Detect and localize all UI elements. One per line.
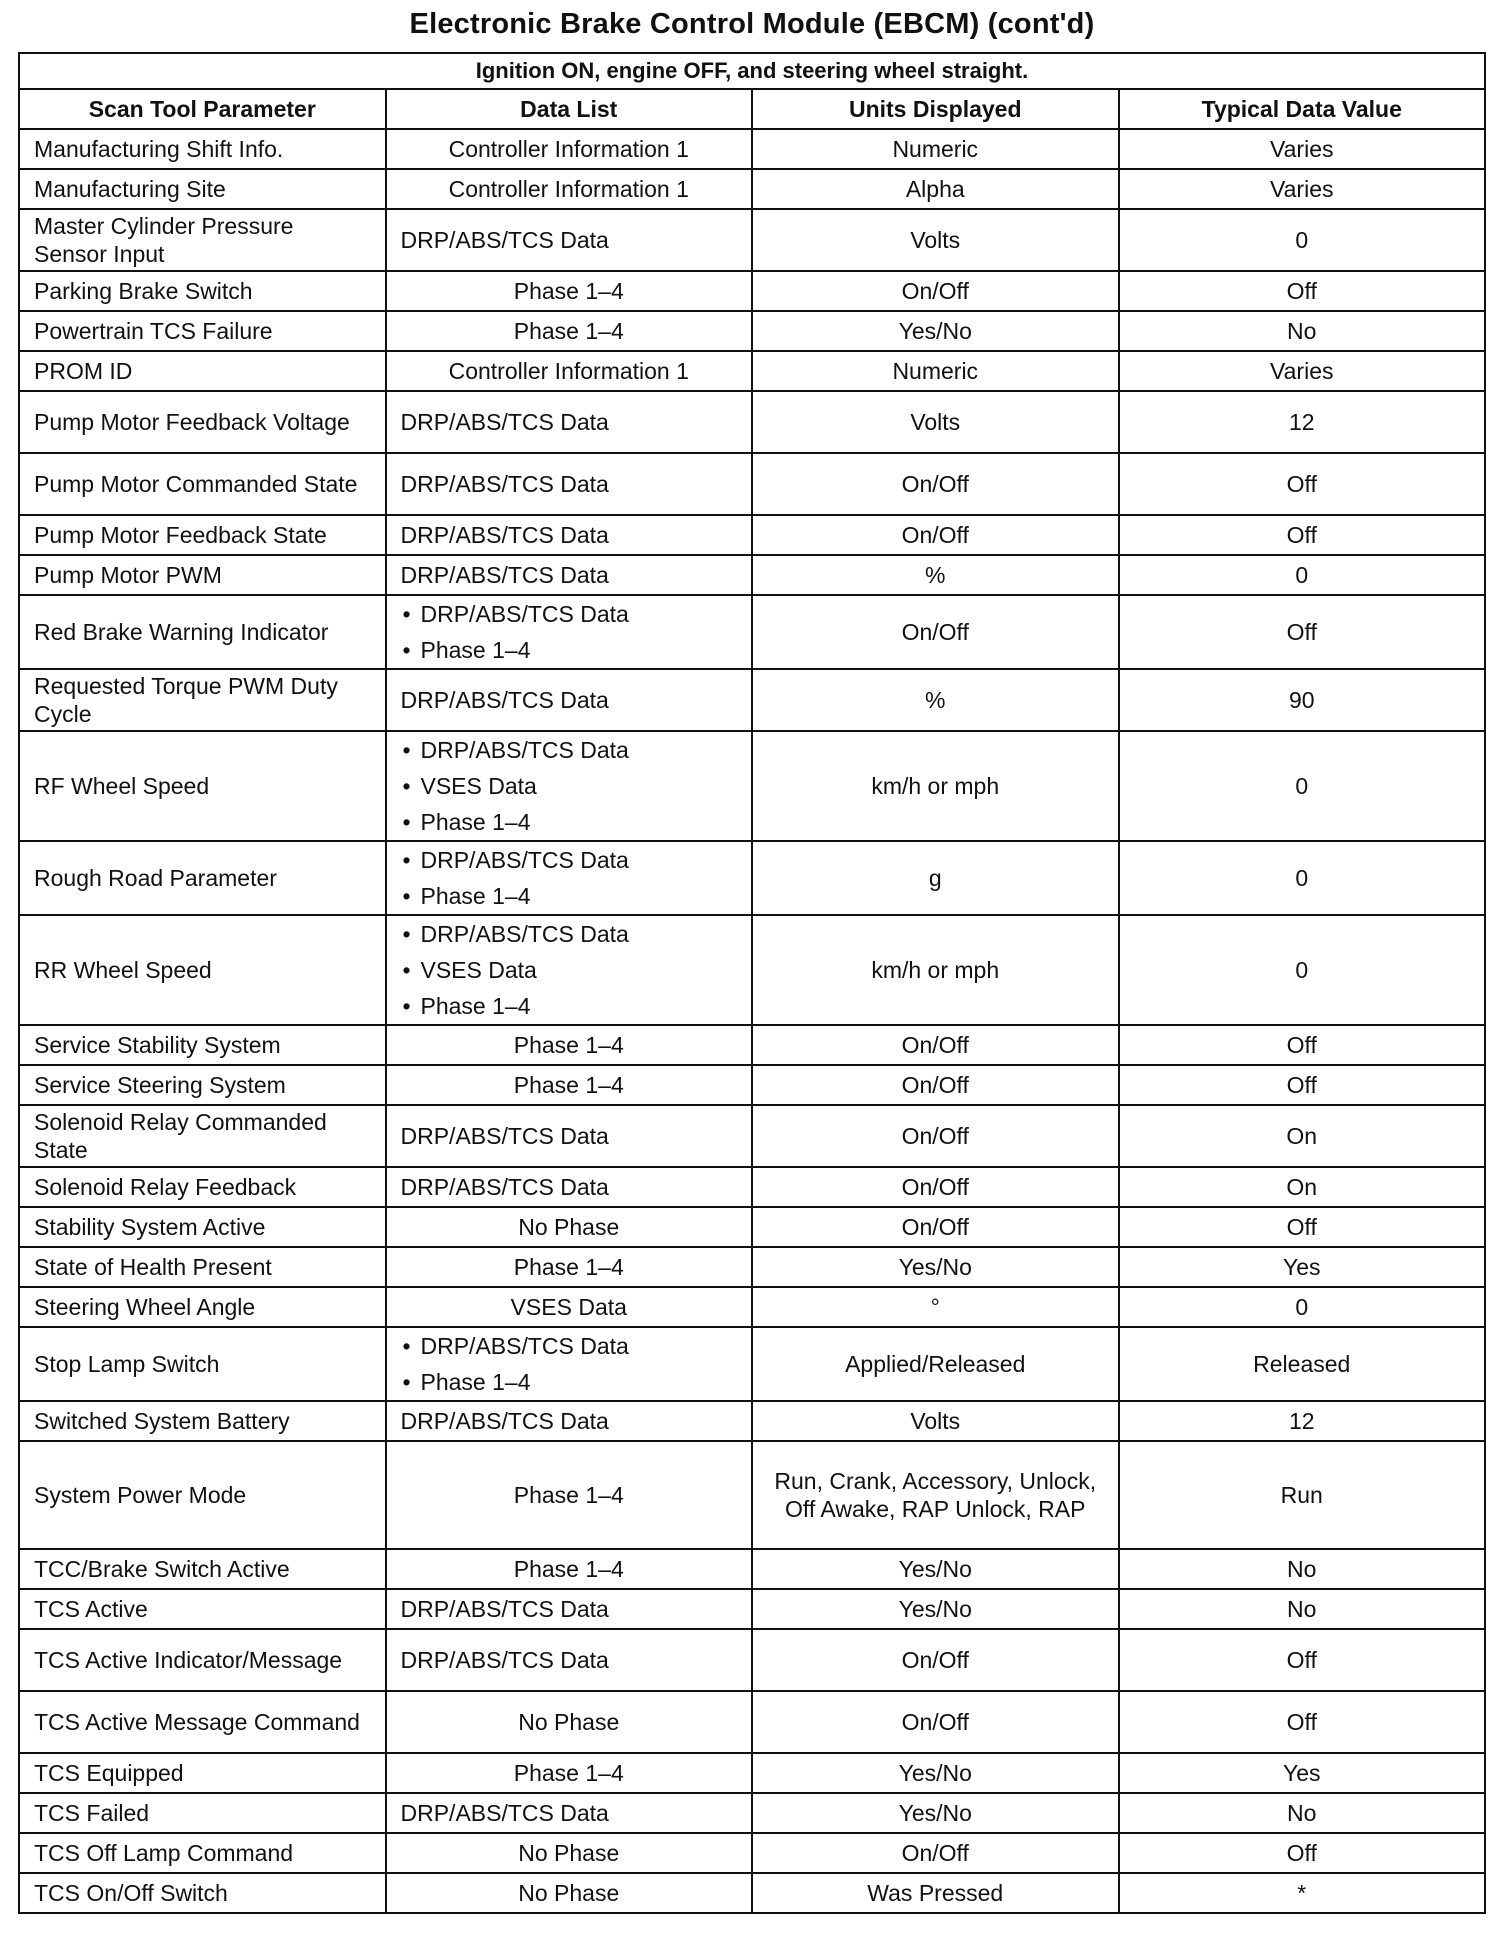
cell-units-displayed: On/Off (752, 1629, 1119, 1691)
data-list-item: • VSES Data (421, 768, 738, 804)
cell-data-list: Controller Information 1 (386, 169, 753, 209)
cell-data-list (386, 915, 753, 1025)
cell-typical-data-value: Off (1119, 1065, 1486, 1105)
table-row (19, 1327, 1485, 1401)
cell-scan-tool-parameter: TCC/Brake Switch Active (19, 1549, 386, 1589)
cell-units-displayed: Yes/No (752, 1549, 1119, 1589)
table-row (19, 1691, 1485, 1753)
cell-typical-data-value: Varies (1119, 169, 1486, 209)
table-row (19, 555, 1485, 595)
table-row (19, 1247, 1485, 1287)
cell-data-list: Phase 1–4 (386, 311, 753, 351)
cell-data-list: DRP/ABS/TCS Data (386, 1401, 753, 1441)
header-data-list: Data List (386, 89, 753, 129)
cell-units-displayed: km/h or mph (752, 915, 1119, 1025)
table-row (19, 1025, 1485, 1065)
cell-scan-tool-parameter: Steering Wheel Angle (19, 1287, 386, 1327)
cell-units-displayed: Run, Crank, Accessory, Unlock, Off Awake, RAP Unlock, RAP (752, 1441, 1119, 1549)
cell-typical-data-value: Off (1119, 1629, 1486, 1691)
table-row (19, 209, 1485, 271)
cell-typical-data-value: Yes (1119, 1753, 1486, 1793)
cell-units-displayed: Volts (752, 209, 1119, 271)
table-row (19, 1629, 1485, 1691)
cell-data-list: DRP/ABS/TCS Data (386, 555, 753, 595)
cell-scan-tool-parameter: TCS On/Off Switch (19, 1873, 386, 1913)
cell-typical-data-value: Yes (1119, 1247, 1486, 1287)
cell-units-displayed: On/Off (752, 1207, 1119, 1247)
cell-data-list: Phase 1–4 (386, 1247, 753, 1287)
header-scan-tool-parameter: Scan Tool Parameter (19, 89, 386, 129)
cell-scan-tool-parameter: Stability System Active (19, 1207, 386, 1247)
cell-units-displayed: On/Off (752, 271, 1119, 311)
cell-scan-tool-parameter: Pump Motor PWM (19, 555, 386, 595)
cell-scan-tool-parameter: Red Brake Warning Indicator (19, 595, 386, 669)
cell-units-displayed: Numeric (752, 129, 1119, 169)
cell-typical-data-value: Off (1119, 1207, 1486, 1247)
table-row (19, 1167, 1485, 1207)
cell-typical-data-value: 90 (1119, 669, 1486, 731)
cell-data-list: DRP/ABS/TCS Data (386, 669, 753, 731)
cell-data-list (386, 731, 753, 841)
data-list-item: • DRP/ABS/TCS Data (421, 916, 738, 952)
cell-scan-tool-parameter: TCS Active Indicator/Message (19, 1629, 386, 1691)
condition-row (19, 53, 1485, 89)
cell-data-list: No Phase (386, 1873, 753, 1913)
cell-data-list: DRP/ABS/TCS Data (386, 1105, 753, 1167)
data-list-item: • Phase 1–4 (421, 988, 738, 1024)
cell-scan-tool-parameter: Service Stability System (19, 1025, 386, 1065)
cell-units-displayed: Yes/No (752, 311, 1119, 351)
cell-typical-data-value: 0 (1119, 555, 1486, 595)
data-list-item: • DRP/ABS/TCS Data (421, 596, 738, 632)
cell-scan-tool-parameter: Pump Motor Feedback Voltage (19, 391, 386, 453)
cell-typical-data-value: * (1119, 1873, 1486, 1913)
cell-data-list (386, 595, 753, 669)
cell-typical-data-value: No (1119, 311, 1486, 351)
cell-data-list: DRP/ABS/TCS Data (386, 1629, 753, 1691)
cell-units-displayed: km/h or mph (752, 731, 1119, 841)
table-row (19, 1065, 1485, 1105)
table-row (19, 129, 1485, 169)
cell-typical-data-value: 0 (1119, 841, 1486, 915)
cell-data-list: DRP/ABS/TCS Data (386, 1589, 753, 1629)
cell-data-list: DRP/ABS/TCS Data (386, 515, 753, 555)
table-row (19, 915, 1485, 1025)
cell-data-list: No Phase (386, 1691, 753, 1753)
table-row (19, 271, 1485, 311)
cell-data-list (386, 1327, 753, 1401)
table-row (19, 311, 1485, 351)
cell-units-displayed: On/Off (752, 1065, 1119, 1105)
cell-data-list: Phase 1–4 (386, 1025, 753, 1065)
cell-typical-data-value: On (1119, 1167, 1486, 1207)
cell-typical-data-value: On (1119, 1105, 1486, 1167)
cell-typical-data-value: No (1119, 1589, 1486, 1629)
data-list-item: • Phase 1–4 (421, 804, 738, 840)
cell-scan-tool-parameter: Solenoid Relay Commanded State (19, 1105, 386, 1167)
table-row (19, 841, 1485, 915)
cell-scan-tool-parameter: Service Steering System (19, 1065, 386, 1105)
cell-units-displayed: On/Off (752, 515, 1119, 555)
header-typical-data-value: Typical Data Value (1119, 89, 1486, 129)
table-row (19, 515, 1485, 555)
cell-scan-tool-parameter: Parking Brake Switch (19, 271, 386, 311)
data-list-item: • Phase 1–4 (421, 632, 738, 668)
cell-units-displayed: % (752, 669, 1119, 731)
cell-scan-tool-parameter: PROM ID (19, 351, 386, 391)
cell-typical-data-value: Off (1119, 1833, 1486, 1873)
condition-header: Ignition ON, engine OFF, and steering wheel straight. (19, 53, 1485, 89)
cell-scan-tool-parameter: Stop Lamp Switch (19, 1327, 386, 1401)
cell-data-list: Phase 1–4 (386, 1549, 753, 1589)
cell-scan-tool-parameter: Master Cylinder Pressure Sensor Input (19, 209, 386, 271)
cell-units-displayed: Applied/Released (752, 1327, 1119, 1401)
table-row (19, 1287, 1485, 1327)
cell-units-displayed: On/Off (752, 595, 1119, 669)
cell-data-list: DRP/ABS/TCS Data (386, 209, 753, 271)
cell-scan-tool-parameter: TCS Equipped (19, 1753, 386, 1793)
cell-scan-tool-parameter: TCS Off Lamp Command (19, 1833, 386, 1873)
cell-data-list: No Phase (386, 1833, 753, 1873)
cell-units-displayed: g (752, 841, 1119, 915)
cell-scan-tool-parameter: System Power Mode (19, 1441, 386, 1549)
table-row (19, 1753, 1485, 1793)
table-row (19, 169, 1485, 209)
table-row (19, 731, 1485, 841)
cell-typical-data-value: No (1119, 1793, 1486, 1833)
cell-units-displayed: Numeric (752, 351, 1119, 391)
cell-data-list: DRP/ABS/TCS Data (386, 453, 753, 515)
cell-data-list: DRP/ABS/TCS Data (386, 391, 753, 453)
data-list-bullets (401, 732, 738, 840)
cell-typical-data-value: 12 (1119, 1401, 1486, 1441)
page-title: Electronic Brake Control Module (EBCM) (cont'd) (409, 8, 1095, 40)
cell-units-displayed: Yes/No (752, 1753, 1119, 1793)
cell-units-displayed: Was Pressed (752, 1873, 1119, 1913)
cell-scan-tool-parameter: Manufacturing Site (19, 169, 386, 209)
cell-data-list (386, 841, 753, 915)
cell-data-list: DRP/ABS/TCS Data (386, 1167, 753, 1207)
ebcm-data-table (18, 52, 1486, 1914)
data-list-bullets (401, 596, 738, 668)
cell-scan-tool-parameter: TCS Failed (19, 1793, 386, 1833)
cell-units-displayed: On/Off (752, 453, 1119, 515)
column-header-row (19, 89, 1485, 129)
cell-typical-data-value: 0 (1119, 1287, 1486, 1327)
cell-scan-tool-parameter: Rough Road Parameter (19, 841, 386, 915)
cell-typical-data-value: 12 (1119, 391, 1486, 453)
cell-units-displayed: On/Off (752, 1105, 1119, 1167)
cell-data-list: Phase 1–4 (386, 271, 753, 311)
table-row (19, 1549, 1485, 1589)
table-row (19, 391, 1485, 453)
cell-typical-data-value: Varies (1119, 351, 1486, 391)
cell-units-displayed: Volts (752, 1401, 1119, 1441)
header-units-displayed: Units Displayed (752, 89, 1119, 129)
cell-units-displayed: On/Off (752, 1025, 1119, 1065)
data-list-item: • VSES Data (421, 952, 738, 988)
cell-units-displayed: Yes/No (752, 1589, 1119, 1629)
cell-typical-data-value: Off (1119, 271, 1486, 311)
cell-data-list: Phase 1–4 (386, 1065, 753, 1105)
table-row (19, 1441, 1485, 1549)
table-row (19, 1833, 1485, 1873)
cell-units-displayed: Yes/No (752, 1793, 1119, 1833)
cell-scan-tool-parameter: TCS Active Message Command (19, 1691, 386, 1753)
cell-units-displayed: On/Off (752, 1833, 1119, 1873)
table-row (19, 1105, 1485, 1167)
cell-scan-tool-parameter: Powertrain TCS Failure (19, 311, 386, 351)
cell-units-displayed: On/Off (752, 1167, 1119, 1207)
table-body (19, 129, 1485, 1913)
data-list-item: • DRP/ABS/TCS Data (421, 732, 738, 768)
table-row (19, 453, 1485, 515)
cell-data-list: VSES Data (386, 1287, 753, 1327)
cell-typical-data-value: 0 (1119, 209, 1486, 271)
cell-data-list: No Phase (386, 1207, 753, 1247)
cell-scan-tool-parameter: Switched System Battery (19, 1401, 386, 1441)
data-list-item: • Phase 1–4 (421, 878, 738, 914)
cell-scan-tool-parameter: Solenoid Relay Feedback (19, 1167, 386, 1207)
cell-typical-data-value: Off (1119, 595, 1486, 669)
cell-scan-tool-parameter: Pump Motor Feedback State (19, 515, 386, 555)
data-list-bullets (401, 916, 738, 1024)
cell-typical-data-value: No (1119, 1549, 1486, 1589)
table-row (19, 669, 1485, 731)
cell-data-list: Phase 1–4 (386, 1441, 753, 1549)
cell-units-displayed: Alpha (752, 169, 1119, 209)
cell-typical-data-value: 0 (1119, 731, 1486, 841)
cell-typical-data-value: Run (1119, 1441, 1486, 1549)
cell-data-list: Controller Information 1 (386, 351, 753, 391)
data-list-bullets (401, 1328, 738, 1400)
cell-typical-data-value: 0 (1119, 915, 1486, 1025)
cell-data-list: Phase 1–4 (386, 1753, 753, 1793)
cell-units-displayed: % (752, 555, 1119, 595)
data-list-item: • Phase 1–4 (421, 1364, 738, 1400)
data-list-item: • DRP/ABS/TCS Data (421, 842, 738, 878)
cell-scan-tool-parameter: RR Wheel Speed (19, 915, 386, 1025)
cell-scan-tool-parameter: Manufacturing Shift Info. (19, 129, 386, 169)
cell-units-displayed: Volts (752, 391, 1119, 453)
cell-typical-data-value: Off (1119, 515, 1486, 555)
cell-typical-data-value: Released (1119, 1327, 1486, 1401)
cell-data-list: DRP/ABS/TCS Data (386, 1793, 753, 1833)
cell-scan-tool-parameter: RF Wheel Speed (19, 731, 386, 841)
table-row (19, 351, 1485, 391)
cell-scan-tool-parameter: State of Health Present (19, 1247, 386, 1287)
cell-typical-data-value: Off (1119, 1025, 1486, 1065)
table-row (19, 1793, 1485, 1833)
cell-typical-data-value: Off (1119, 453, 1486, 515)
data-list-bullets (401, 842, 738, 914)
cell-scan-tool-parameter: Pump Motor Commanded State (19, 453, 386, 515)
data-list-item: • DRP/ABS/TCS Data (421, 1328, 738, 1364)
cell-scan-tool-parameter: Requested Torque PWM Duty Cycle (19, 669, 386, 731)
cell-units-displayed: ° (752, 1287, 1119, 1327)
cell-scan-tool-parameter: TCS Active (19, 1589, 386, 1629)
cell-typical-data-value: Varies (1119, 129, 1486, 169)
table-row (19, 1401, 1485, 1441)
table-row (19, 1873, 1485, 1913)
table-row (19, 595, 1485, 669)
table-row (19, 1207, 1485, 1247)
cell-data-list: Controller Information 1 (386, 129, 753, 169)
cell-units-displayed: Yes/No (752, 1247, 1119, 1287)
table-row (19, 1589, 1485, 1629)
cell-units-displayed: On/Off (752, 1691, 1119, 1753)
cell-typical-data-value: Off (1119, 1691, 1486, 1753)
